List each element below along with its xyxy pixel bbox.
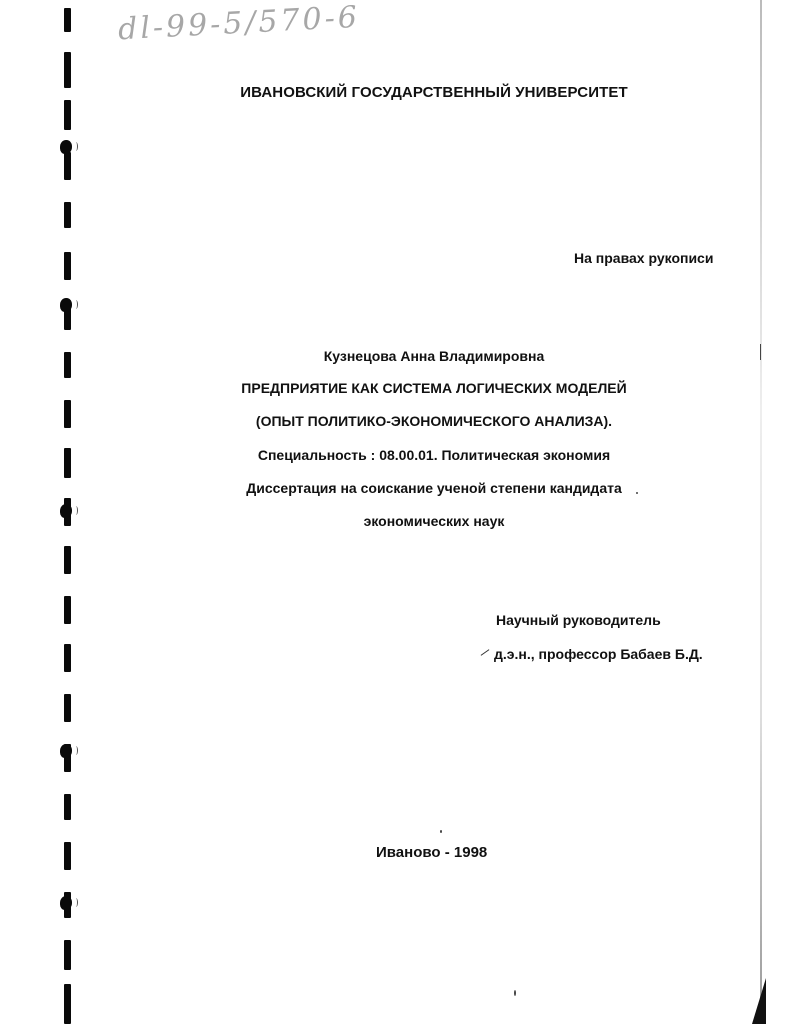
punch-hole-icon (60, 744, 72, 758)
scan-speck (440, 830, 442, 833)
degree-line2: экономических наук (363, 513, 505, 529)
archive-stamp: dl-99-5/570-6 (117, 0, 361, 48)
punch-hole-icon (60, 298, 72, 312)
scan-mark (64, 546, 71, 574)
scan-mark (64, 644, 71, 672)
scan-mark (64, 842, 71, 870)
scan-binding-strip (30, 0, 42, 1024)
thesis-title-line1: ПРЕДПРИЯТИЕ КАК СИСТЕМА ЛОГИЧЕСКИХ МОДЕЛЕЙ (241, 380, 627, 396)
scan-mark (64, 794, 71, 820)
manuscript-note: На правах рукописи (574, 250, 714, 266)
punch-hole-icon (60, 140, 72, 154)
punch-hole-icon (60, 896, 72, 910)
scan-mark (64, 596, 71, 624)
supervisor-name: д.э.н., профессор Бабаев Б.Д. (494, 646, 703, 662)
pen-tick-mark (481, 649, 490, 656)
place-and-year: Иваново - 1998 (376, 844, 488, 861)
scan-mark (64, 52, 71, 88)
scan-mark (64, 940, 71, 970)
scan-mark (64, 100, 71, 130)
specialty-line: Специальность : 08.00.01. Политическая экономия (257, 447, 611, 463)
page-corner-shadow (752, 978, 766, 1024)
thesis-title-line2: (ОПЫТ ПОЛИТИКО-ЭКОНОМИЧЕСКОГО АНАЛИЗА). (255, 413, 613, 429)
scan-speck (514, 990, 516, 996)
scan-mark (64, 202, 71, 228)
university-name: ИВАНОВСКИЙ ГОСУДАРСТВЕННЫЙ УНИВЕРСИТЕТ (240, 84, 628, 101)
degree-line1: Диссертация на соискание ученой степени кандидата (246, 480, 622, 496)
scan-mark (64, 252, 71, 280)
scan-mark (64, 984, 71, 1024)
supervisor-label: Научный руководитель (496, 612, 661, 628)
scan-mark (64, 694, 71, 722)
scan-mark (64, 8, 71, 32)
scan-mark (64, 152, 71, 180)
author-name: Кузнецова Анна Владимировна (323, 348, 545, 364)
page-right-edge (760, 0, 762, 1024)
